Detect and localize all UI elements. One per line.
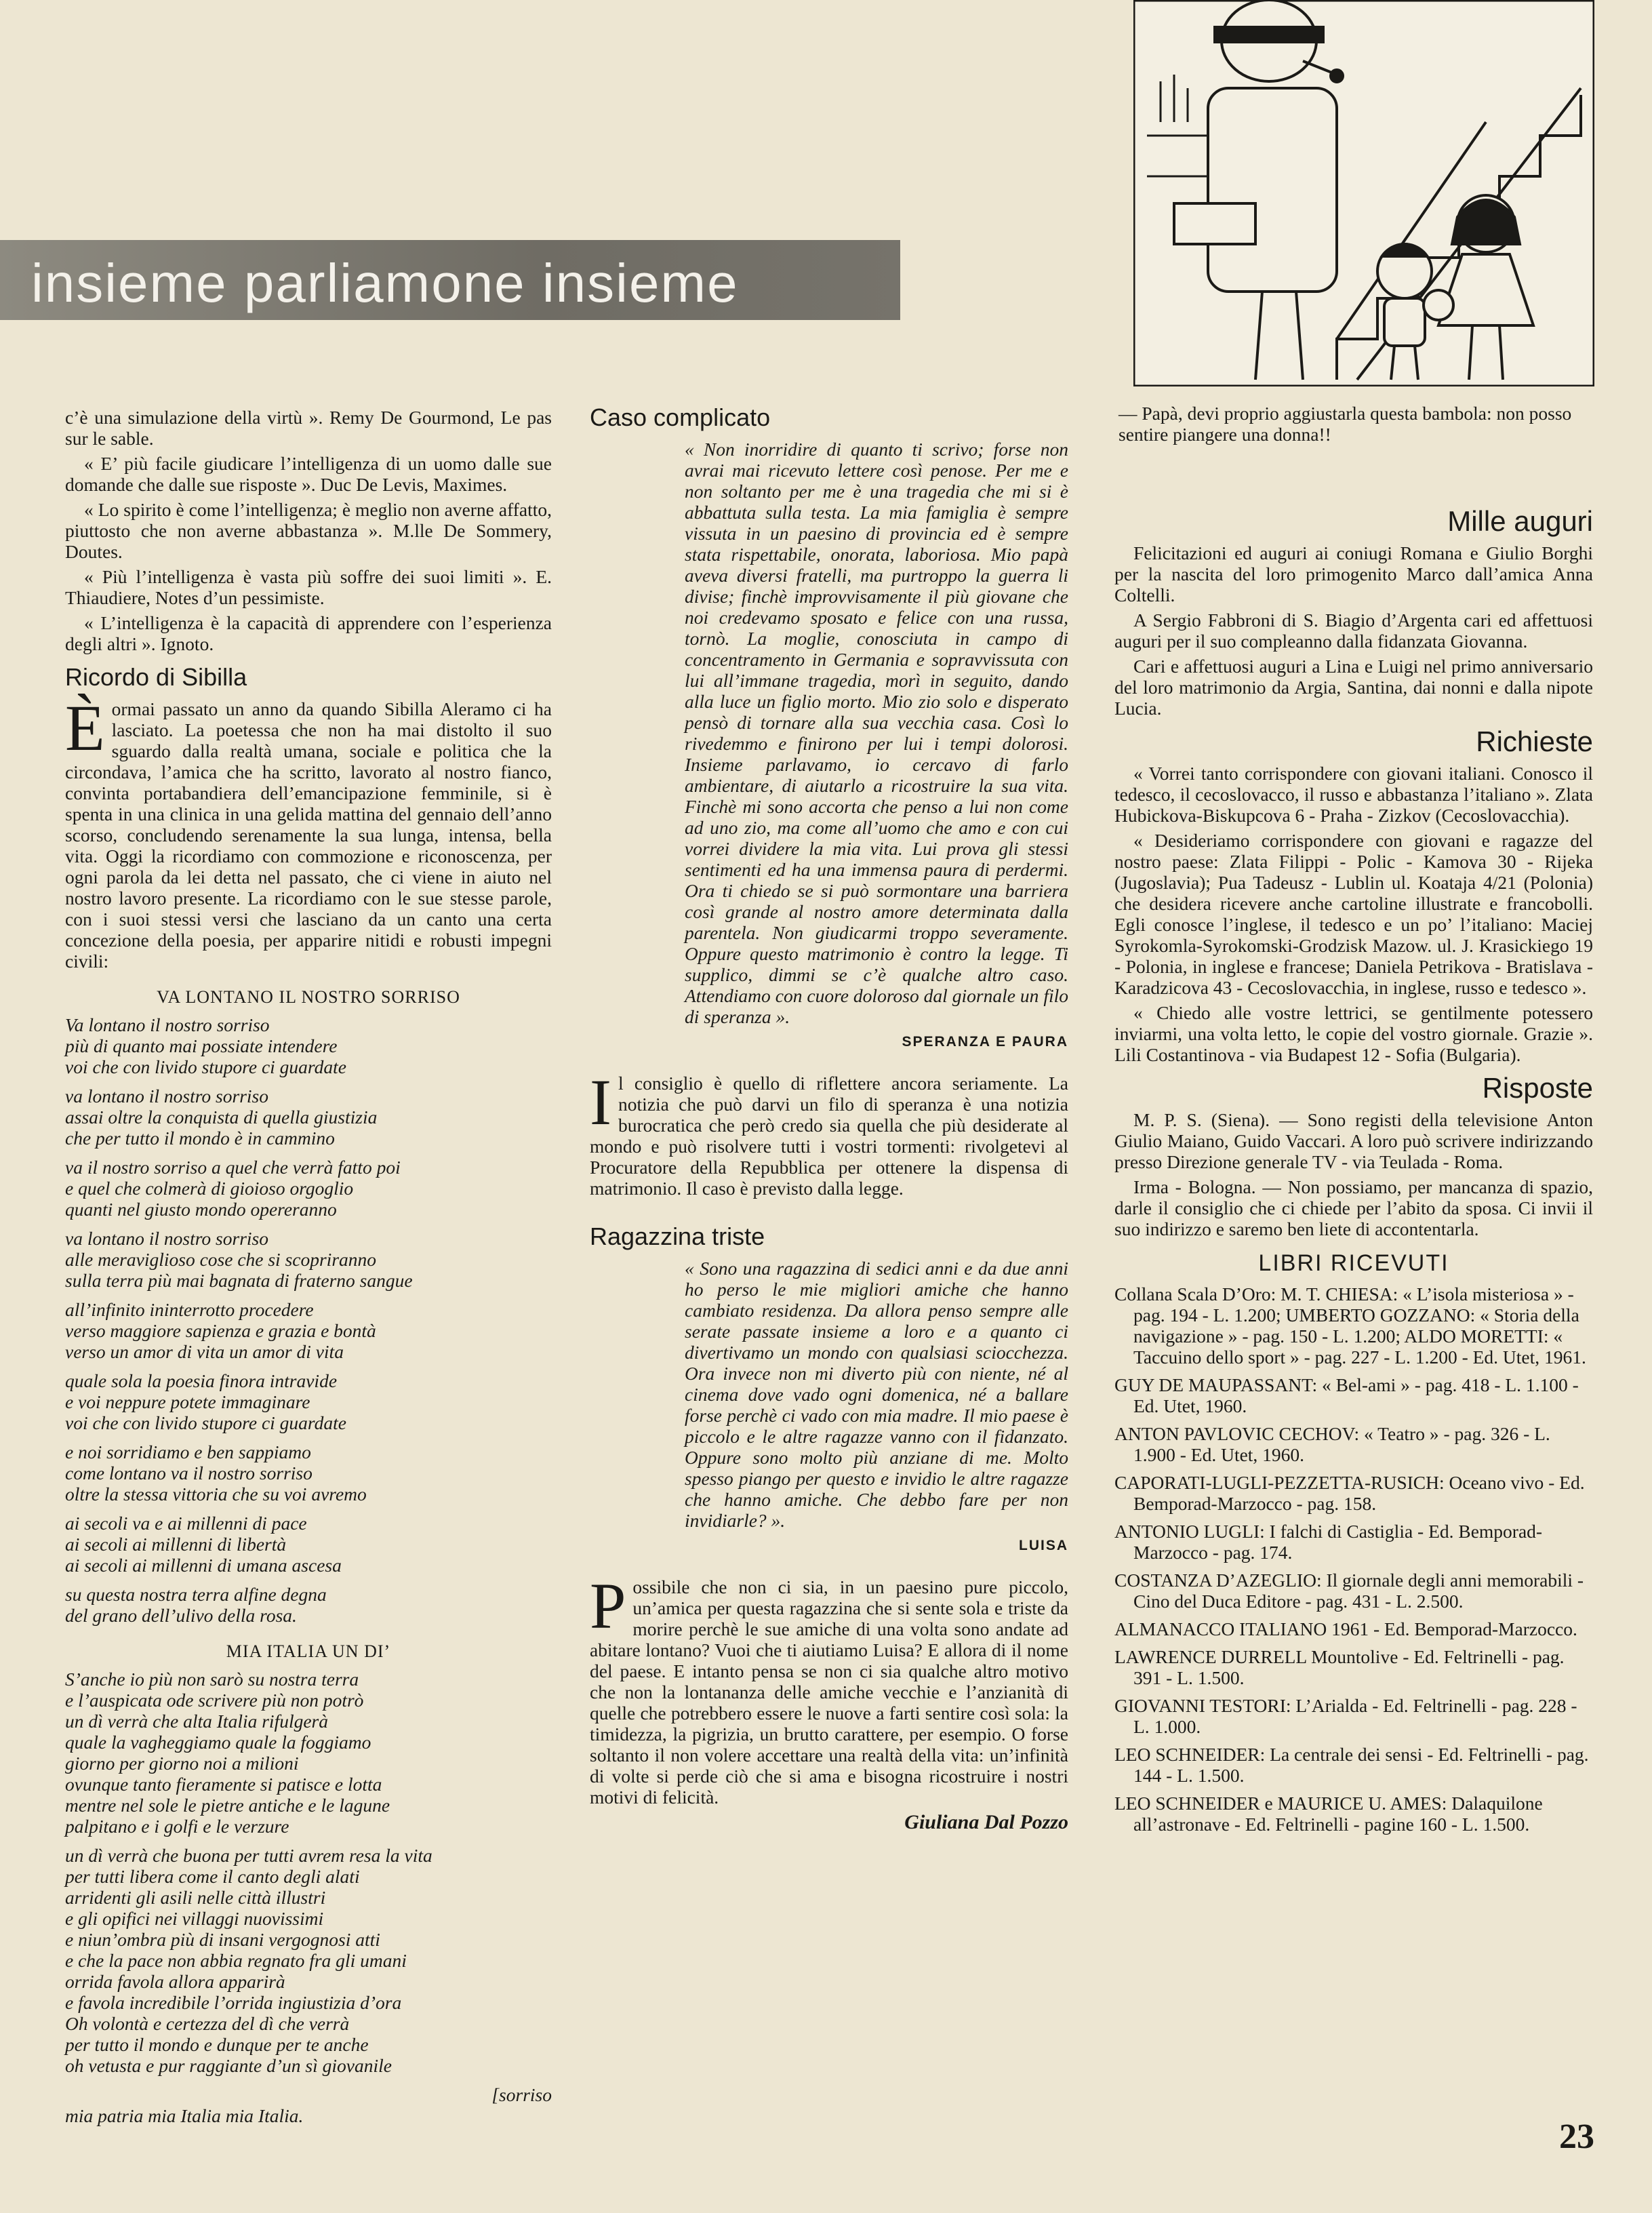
book-entry: GIOVANNI TESTORI: L’Arialda - Ed. Feltrinelli - pag. 228 - L. 1.000. <box>1114 1695 1577 1737</box>
poem-stanza <box>65 1370 552 1433</box>
poem-line: va lontano il nostro sorriso <box>65 1085 268 1106</box>
ragazzina-reply-text: ossibile che non ci sia, in un paesino pure piccolo, un’amica per questa ragazzina che si sente sola e triste da morire perchè le sue amiche di una volta sono andate ad abitare lontano? Vuoi che ti aiutiamo Luisa? E allora di il nome del paese. E intanto pensa se non ci sia qualche altro motivo che non la lontananza delle amiche vecchie e l’anzianità di quelle che potrebbero essere le nuove a farti sentire così sola: la timidezza, la pigrizia, un brutto carattere, per esempio. O forse soltanto il non volere accettare una realtà della vita: un’infinità di volte si perde ciò che si ama e bisogna ricostruire i nostri motivi di felicità. <box>590 1576 1068 1808</box>
ragazzina-heading: Ragazzina triste <box>590 1222 765 1250</box>
poem-stanza <box>65 1157 552 1220</box>
poem-line: un dì verrà che alta Italia rifulgerà <box>65 1711 329 1732</box>
risposte-heading: Risposte <box>1482 1072 1593 1104</box>
poem-line: per tutti libera come il canto degli alati <box>65 1866 360 1887</box>
sibilla-dropcap: È <box>65 692 105 764</box>
poem-line: del grano dell’ulivo della rosa. <box>65 1605 297 1626</box>
cartoon-caption: — Papà, devi proprio aggiustarla questa bambola: non posso sentire piangere una donna!! <box>1119 403 1572 445</box>
book-entry: GUY DE MAUPASSANT: « Bel-ami » - pag. 418 - L. 1.100 - Ed. Utet, 1960. <box>1114 1374 1579 1416</box>
poem-line: e che la pace non abbia regnato fra gli umani <box>65 1950 407 1971</box>
book-entry: ANTONIO LUGLI: I falchi di Castiglia - Ed. Bemporad-Marzocco - pag. 174. <box>1114 1521 1543 1563</box>
poem-line: e favola incredibile l’orrida ingiustizia d’ora <box>65 1992 402 2013</box>
sibilla-heading: Ricordo di Sibilla <box>65 663 247 691</box>
ragazzina-dropcap: P <box>590 1570 626 1642</box>
poem-line: alle meraviglioso cose che si scopriranno <box>65 1249 377 1270</box>
poem-stanza <box>65 1513 552 1576</box>
poem-line: ovunque tanto fieramente si patisce e lotta <box>65 1774 382 1795</box>
poem-line: un dì verrà che buona per tutti avrem resa la vita <box>65 1845 432 1866</box>
poem-line: orrida favola allora apparirà <box>65 1971 285 1992</box>
poem-line: quale la vagheggiamo quale la foggiamo <box>65 1732 371 1753</box>
ragazzina-reply <box>590 1570 1068 1808</box>
book-entry: Collana Scala D’Oro: M. T. CHIESA: « L’isola misteriosa » - pag. 194 - L. 1.200; UMBERTO GOZZANO: « Storia della navigazione » - pag. 150 - L. 1.200; ALDO MORETTI: « Taccuino dello sport » - pag. 227 - L. 1.200 - Ed. Utet, 1961. <box>1114 1283 1586 1368</box>
poem-line: quale sola la poesia finora intravide <box>65 1370 338 1391</box>
poem-stanza <box>65 1299 552 1362</box>
quote-4: « Più l’intelligenza è vasta più soffre dei suoi limiti ». E. Thiaudiere, Notes d’un pessimiste. <box>65 566 552 608</box>
poem-line: su questa nostra terra alfine degna <box>65 1584 327 1605</box>
book-entry: CAPORATI-LUGLI-PEZZETTA-RUSICH: Oceano vivo - Ed. Bemporad-Marzocco - pag. 158. <box>1114 1472 1585 1514</box>
quote-5: « L’intelligenza è la capacità di apprendere con l’esperienza degli altri ». Ignoto. <box>65 612 552 654</box>
poem-stanza <box>65 1014 552 1077</box>
poem-line: e voi neppure potete immaginare <box>65 1391 310 1412</box>
column-middle <box>590 403 1068 1833</box>
poem-line: verso maggiore sapienza e grazia e bontà <box>65 1320 376 1341</box>
poem-line: e gli opifici nei villaggi nuovissimi <box>65 1908 324 1929</box>
poem-line: ai secoli ai millenni di libertà <box>65 1534 287 1555</box>
page-number: 23 <box>1559 2117 1594 2156</box>
auguri-3: Cari e affettuosi auguri a Lina e Luigi nel primo anniversario del loro matrimonio da Argia, Santina, dai nonni e dalla nipote Lucia. <box>1114 656 1593 719</box>
poem-line: all’infinito ininterrotto procedere <box>65 1299 314 1320</box>
poem-line: S’anche io più non sarò su nostra terra <box>65 1669 359 1690</box>
richiesta-3: « Chiedo alle vostre lettrici, se gentilmente potessero inviarmi, una volta letto, le copie del vostro giornale. Grazie ». Lili Costantinova - via Budapest 12 - Sofia (Bulgaria). <box>1114 1002 1593 1065</box>
poem-line: come lontano va il nostro sorriso <box>65 1462 313 1483</box>
poem-line: verso un amor di vita un amor di vita <box>65 1341 344 1362</box>
poem-line: e quel che colmerà di gioioso orgoglio <box>65 1178 354 1199</box>
caso-letter-block <box>590 439 1068 1052</box>
poem-line: e noi sorridiamo e ben sappiamo <box>65 1441 311 1462</box>
richieste-heading: Richieste <box>1476 725 1593 757</box>
caso-reply <box>590 1066 1068 1199</box>
poem-line: per tutto il mondo e dunque per te anche <box>65 2034 369 2055</box>
ragazzina-letter: « Sono una ragazzina di sedici anni e da due anni ho perso le mie migliori amiche che hanno cambiato residenza. Da allora penso sempre alle serate passate insieme a loro e a quanto ci divertivamo un mondo con qualsiasi sciocchezza. Ora invece non mi diverto più con niente, né al cinema dove vado ogni domenica, né a ballare forse perchè ci vado con mia madre. Il mio paese è piccolo e le altre ragazze vanno con il fidanzato. Oppure sono molto più anziane di me. Molto spesso piango per questo e invidio le altre ragazze che hanno amiche. Che debbo fare per non invidiarle? ». <box>685 1258 1068 1531</box>
poem-stanza <box>65 1845 552 2076</box>
poem-line: oltre la stessa vittoria che su voi avremo <box>65 1483 367 1504</box>
libri-list <box>1114 1283 1593 1835</box>
poem-stanza <box>65 1085 552 1149</box>
book-entry: LAWRENCE DURRELL Mountolive - Ed. Feltrinelli - pag. 391 - L. 1.500. <box>1114 1646 1565 1688</box>
cartoon-illustration <box>1133 0 1594 386</box>
poem-1 <box>65 1014 552 1626</box>
poem-line: [sorriso <box>491 2084 552 2105</box>
poem-line: mia patria mia Italia mia Italia. <box>65 2105 304 2126</box>
poem-line: voi che con livido stupore ci guardate <box>65 1056 346 1077</box>
richiesta-2: « Desideriamo corrispondere con giovani e ragazze del nostro paese: Zlata Filippi - Polic - Kamova 30 - Rijeka (Jugoslavia); Pua Tadeusz - Lublin ul. Koataja 4/21 (Polonia) che desidera ricevere anche cartoline illustrate e francobolli. Egli conosce l’inglese, il tedesco e un po’ l’italiano: Maciej Syrokomla-Syrokomski-Grodzisk Mazow. ul. J. Krasickiego 19 - Polonia, in inglese e francese; Daniela Petrikova - Bratislava - Karadzicova 43 - Cecoslovacchia, in inglese, russo e tedesco ». <box>1114 830 1593 998</box>
column-left <box>65 407 552 2134</box>
ragazzina-letter-block <box>590 1258 1068 1556</box>
poem-line: Va lontano il nostro sorriso <box>65 1014 270 1035</box>
poem-line: voi che con livido stupore ci guardate <box>65 1412 346 1433</box>
poem-line: palpitano e i golfi e le verzure <box>65 1816 289 1837</box>
poem-line: mentre nel sole le pietre antiche e le lagune <box>65 1795 390 1816</box>
section-title: insieme parliamone insieme <box>31 253 739 313</box>
caso-letter: « Non inorridire di quanto ti scrivo; forse non avrai mai ricevuto lettere così penose. Per me e non soltanto per me è una tragedia che mi si è abbattuta sulla testa. La mia famiglia è sempre vissuta in un paesino di provincia ed è sempre stata rispettabile, onorata, laboriosa. Mio papà aveva diversi fratelli, ma purtroppo la guerra li divise; finchè improvvisamente il più giovane che noi credevamo sposato e felice con una russa, tornò. La moglie, conosciuta in campo di concentramento in Germania e sopravvissuta con lui all’immane tragedia, morì in seguito, dando alla luce un figlio morto. Mio zio solo e disperato pensò di tornare alla sua vecchia casa. Così lo rivedemmo e finirono per lui i tempi dolorosi. Insieme parlavamo, io cercavo di farlo ambientare, di aiutarlo a ricostruire la sua vita. Finchè mi sono accorta che penso a lui non come ad uno zio, ma come all’uomo che amo e con cui vorrei dividere la mia vita. Lui prova gli stessi sentimenti ed ha una immensa paura di perdermi. Ora ti chiedo se si può sormontare una barriera così grande al nostro amore determinata dalla parentela. Non giudicarmi troppo severamente. Oppure questo matrimonio è contro la legge. Ti supplico, dimmi se c’è qualche altro caso. Attendiamo con cuore doloroso dal giornale un filo di speranza ». <box>685 439 1068 1027</box>
poem-line: arridenti gli asili nelle città illustri <box>65 1887 326 1908</box>
poem-line: giorno per giorno noi a milioni <box>65 1753 299 1774</box>
column-right <box>1114 498 1593 1841</box>
author-signature: Giuliana Dal Pozzo <box>904 1811 1068 1833</box>
richiesta-1: « Vorrei tanto corrispondere con giovani italiani. Conosco il tedesco, il cecoslovacco, il russo e abbastanza l’italiano ». Zlata Hubickova-Biskupcova 6 - Praha - Zizkov (Cecoslovacchia). <box>1114 763 1593 826</box>
quote-3: « Lo spirito è come l’intelligenza; è meglio non averne affatto, piuttosto che non averne abbastanza ». M.lle De Sommery, Doutes. <box>65 499 552 562</box>
poem-1-title: VA LONTANO IL NOSTRO SORRISO <box>157 987 460 1007</box>
poem-line: sulla terra più mai bagnata di fraterno sangue <box>65 1270 413 1291</box>
auguri-1: Felicitazioni ed auguri ai coniugi Romana e Giulio Borghi per la nascita del loro primogenito Marco dall’amica Anna Coltelli. <box>1114 542 1593 605</box>
libri-heading: LIBRI RICEVUTI <box>1258 1250 1449 1276</box>
caso-heading: Caso complicato <box>590 403 771 431</box>
poem-line: va il nostro sorriso a quel che verrà fatto poi <box>65 1157 401 1178</box>
poem-line: quanti nel giusto mondo opereranno <box>65 1199 337 1220</box>
auguri-2: A Sergio Fabbroni di S. Biagio d’Argenta cari ed affettuosi auguri per il suo compleanno dalla fidanzata Giovanna. <box>1114 610 1593 652</box>
poem-line: e niun’ombra più di insani vergognosi atti <box>65 1929 380 1950</box>
risposta-2: Irma - Bologna. — Non possiamo, per mancanza di spazio, darle il consiglio che ci chiede per l’abito da sposa. Ci invii il suo indirizzo e saremo ben liete di accontentarla. <box>1114 1176 1593 1239</box>
book-entry: ANTON PAVLOVIC CECHOV: « Teatro » - pag. 326 - L. 1.900 - Ed. Utet, 1960. <box>1114 1423 1550 1465</box>
poem-stanza <box>65 1669 552 1837</box>
poem-line: Oh volontà e certezza del dì che verrà <box>65 2013 350 2034</box>
poem-2-title: MIA ITALIA UN DI’ <box>226 1641 391 1661</box>
sibilla-text: ormai passato un anno da quando Sibilla Aleramo ci ha lasciato. La poetessa che non ha mai distolto il suo sguardo dalla realtà umana, sociale e politica che la circondava, l’amica che ha scritto, lavorato al nostro fianco, convinta portabandiera dell’emancipazione femminile, si è spenta in una clinica in una gelida mattina del gennaio dell’anno scorso, concludendo serenamente la sua lunga, intensa, bella vita. Oggi la ricordiamo con commozione e riconoscenza, per ogni parola da lei detta nel passato, che ci viene in aiuto nel nostro lavoro presente. La ricordiamo con le sue stesse parole, con i suoi stessi versi che lasciano da un canto una certa concezione della poesia, per apparire nitidi e robusti impegni civili: <box>65 698 552 972</box>
poem-line: ai secoli ai millenni di umana ascesa <box>65 1555 342 1576</box>
poem-stanza <box>65 1441 552 1504</box>
quote-2: « E’ più facile giudicare l’intelligenza di un uomo dalle sue domande che dalle sue risposte ». Duc De Levis, Maximes. <box>65 453 552 495</box>
book-entry: LEO SCHNEIDER e MAURICE U. AMES: Dalaquilone all’astronave - Ed. Feltrinelli - pagine 160 - L. 1.500. <box>1114 1793 1543 1835</box>
caso-reply-text: l consiglio è quello di riflettere ancora seriamente. La notizia che può darvi un filo di speranza è una notizia burocratica che però credo sia quella che più desiderate al mondo e può risolvere tutti i vostri tormenti: rivolgetevi al Procuratore della Repubblica per ottenere la dispensa di matrimonio. Il caso è previsto dalla legge. <box>590 1073 1068 1199</box>
poem-line: e l’auspicata ode scrivere più non potrò <box>65 1690 364 1711</box>
poem-line: più di quanto mai possiate intendere <box>65 1035 338 1056</box>
book-entry: COSTANZA D’AZEGLIO: Il giornale degli anni memorabili - Cino del Duca Editore - pag. 431 - L. 2.500. <box>1114 1570 1584 1612</box>
book-entry: ALMANACCO ITALIANO 1961 - Ed. Bemporad-Marzocco. <box>1114 1618 1577 1639</box>
caso-signature: SPERANZA E PAURA <box>902 1034 1068 1050</box>
poem-2 <box>65 1669 552 2126</box>
caso-dropcap: I <box>590 1066 611 1138</box>
book-entry: LEO SCHNEIDER: La centrale dei sensi - Ed. Feltrinelli - pag. 144 - L. 1.500. <box>1114 1744 1589 1786</box>
poem-line: ai secoli va e ai millenni di pace <box>65 1513 307 1534</box>
poem-line: va lontano il nostro sorriso <box>65 1228 268 1249</box>
auguri-heading: Mille auguri <box>1447 505 1593 537</box>
ragazzina-signature: LUISA <box>1019 1538 1068 1553</box>
poem-line: oh vetusta e pur raggiante d’un sì giovanile <box>65 2055 392 2076</box>
poem-stanza <box>65 1228 552 1291</box>
quote-1: c’è una simulazione della virtù ». Remy De Gourmond, Le pas sur le sable. <box>65 407 552 449</box>
poem-line: che per tutto il mondo è in cammino <box>65 1128 335 1149</box>
poem-line: assai oltre la conquista di quella giustizia <box>65 1106 378 1128</box>
poem-stanza <box>65 1584 552 1626</box>
risposta-1: M. P. S. (Siena). — Sono registi della televisione Anton Giulio Maiano, Guido Vaccari. A loro può scrivere indirizzando presso Direzione generale TV - via Teulada - Roma. <box>1114 1109 1593 1172</box>
sibilla-paragraph <box>65 692 552 972</box>
poem-stanza <box>65 2084 552 2126</box>
